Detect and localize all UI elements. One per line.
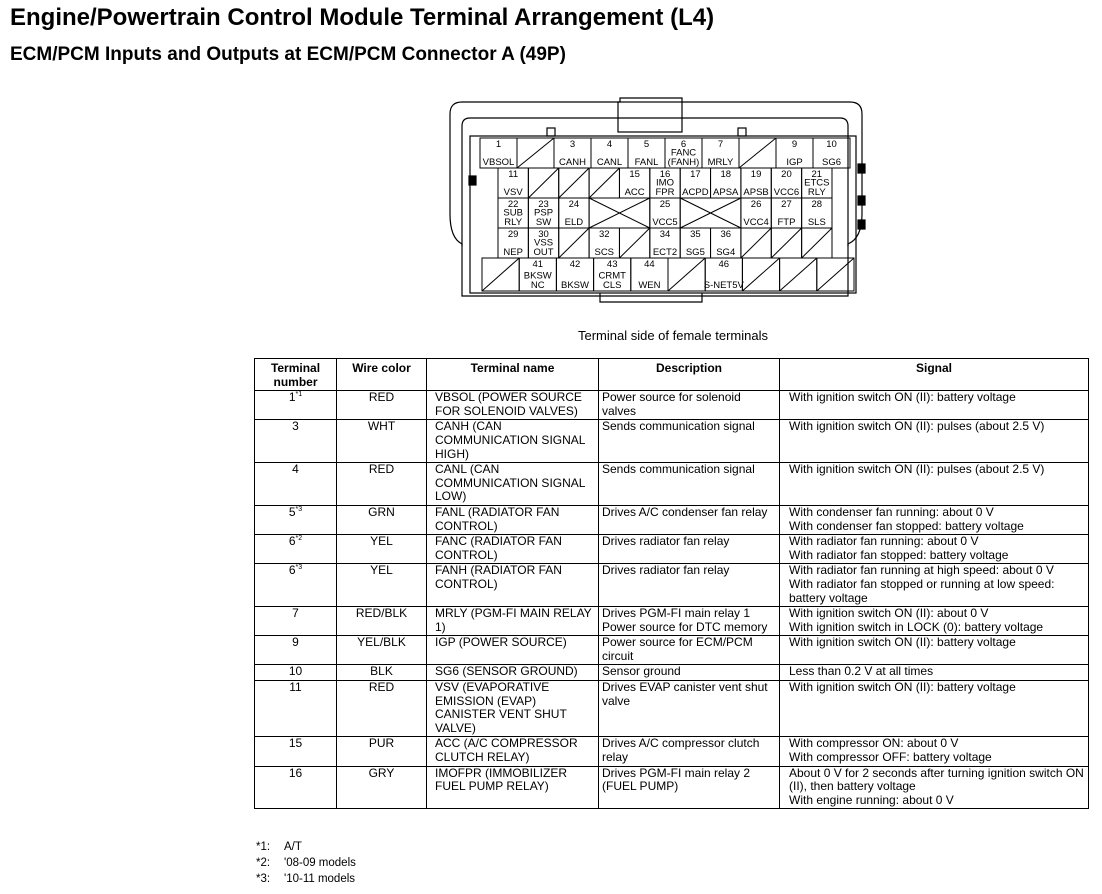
connector-cell [650, 168, 680, 198]
connector-cell [711, 168, 741, 198]
cell-terminal-number [255, 766, 337, 809]
terminal-pin-number: 43 [606, 259, 618, 270]
cell-wire-color: YEL/BLK [337, 636, 427, 665]
page-title: Engine/Powertrain Control Module Terminal Arrangement (L4) [10, 4, 715, 31]
connector-cavity [680, 198, 741, 228]
cell-terminal-number [255, 564, 337, 607]
connector-cell [591, 138, 628, 168]
terminal-pin-name: ECT2 [652, 247, 678, 258]
page-subtitle: ECM/PCM Inputs and Outputs at ECM/PCM Connector A (49P) [10, 44, 566, 65]
description-line: Drives PGM-FI main relay 1 [602, 606, 751, 621]
footnote-ref: *3 [295, 564, 303, 572]
table-row [255, 463, 1089, 506]
signal-line: With ignition switch ON (II): battery voltage [789, 680, 1016, 695]
blank-slash [741, 228, 771, 258]
blank-slash [668, 258, 705, 291]
cell-description [599, 607, 780, 636]
terminal-number: 15 [288, 736, 303, 751]
terminal-pin-name: BKSW [561, 280, 589, 291]
terminal-pin-name: FANC (FANH) [667, 147, 700, 168]
terminal-pin-number: 42 [569, 259, 581, 270]
signal-line: With ignition switch ON (II): battery voltage [789, 635, 1016, 650]
cell-terminal-name: CANH (CAN COMMUNICATION SIGNAL HIGH) [427, 420, 599, 463]
cell-wire-color: WHT [337, 420, 427, 463]
signal-line: With condenser fan stopped: battery voltage [789, 518, 1024, 533]
table-header-row [255, 359, 1089, 391]
cell-signal [780, 766, 1089, 809]
signal-line: With ignition switch ON (II): about 0 V [789, 606, 989, 621]
cell-description [599, 737, 780, 766]
cell-terminal-number [255, 665, 337, 681]
cell-wire-color: RED [337, 391, 427, 420]
terminal-pin-name: CRMT CLS [598, 270, 626, 291]
terminal-pin-name: CANH [559, 157, 586, 168]
footnote-key: *1: [256, 841, 271, 853]
terminal-pin-name: VSS OUT [533, 237, 554, 258]
terminal-pin-name: FANL [634, 157, 659, 168]
terminal-pin-number: 23 [538, 199, 549, 210]
cell-wire-color: YEL [337, 564, 427, 607]
connector-key-left [547, 128, 555, 136]
connector-cell [498, 198, 528, 228]
terminal-pin-number: 32 [598, 229, 610, 240]
connector-cell [711, 228, 741, 258]
signal-line: With condenser fan running: about 0 V [789, 504, 994, 519]
signal-line: With ignition switch in LOCK (0): battery voltage [789, 619, 1044, 634]
terminal-number: 4 [292, 462, 299, 477]
terminal-pin-number: 22 [507, 199, 519, 210]
terminal-number: 6 [288, 534, 296, 549]
cell-terminal-number [255, 463, 337, 506]
terminal-pin-name: BKSW NC [523, 270, 552, 291]
footnote [256, 871, 356, 887]
terminal-pin-name: VSV [503, 187, 523, 198]
description-line: Sensor ground [602, 664, 681, 679]
terminal-pin-name: VCC6 [773, 187, 800, 198]
connector-cell [741, 198, 771, 228]
blank-slash [589, 168, 619, 198]
connector-latch-left [469, 176, 476, 185]
connector-latch-right-3 [858, 220, 865, 229]
cell-signal [780, 391, 1089, 420]
terminal-pin-number: 34 [659, 229, 671, 240]
cell-description [599, 665, 780, 681]
cell-terminal-name: IGP (POWER SOURCE) [427, 636, 599, 665]
cell-signal [780, 420, 1089, 463]
connector-caption: Terminal side of female terminals [577, 328, 769, 343]
signal-line: With radiator fan stopped or running at low speed: battery voltage [789, 576, 1055, 605]
description-line: Power source for ECM/PCM circuit [602, 635, 753, 663]
cell-signal [780, 505, 1089, 534]
table-row [255, 420, 1089, 463]
terminal-pin-number: 46 [718, 259, 730, 270]
cell-wire-color: RED [337, 681, 427, 737]
header-terminal-name: Terminal name [427, 359, 599, 391]
connector-cell [594, 258, 631, 291]
signal-line: With engine running: about 0 V [789, 792, 954, 807]
connector-cell [802, 198, 832, 228]
terminal-pin-number: 28 [811, 199, 823, 210]
connector-cell-blank [559, 168, 589, 198]
description-line: Drives radiator fan relay [602, 534, 730, 549]
cell-wire-color: YEL [337, 535, 427, 564]
footnote [256, 855, 356, 871]
cell-wire-color: RED/BLK [337, 607, 427, 636]
terminal-pin-number: 10 [826, 139, 837, 150]
cell-signal [780, 564, 1089, 607]
terminal-pin-number: 11 [508, 169, 519, 180]
terminal-pin-number: 17 [690, 169, 701, 180]
signal-line: About 0 V for 2 seconds after turning ignition switch ON (II), then battery voltage [789, 765, 1084, 794]
cell-terminal-number [255, 391, 337, 420]
cell-description [599, 681, 780, 737]
terminal-table [254, 358, 1089, 809]
footnote-text: '08-09 models [284, 857, 356, 869]
signal-line: With compressor OFF: battery voltage [789, 750, 992, 765]
description-line: Drives A/C condenser fan relay [602, 504, 768, 519]
terminal-pin-number: 16 [659, 169, 671, 180]
cell-terminal-name: ACC (A/C COMPRESSOR CLUTCH RELAY) [427, 737, 599, 766]
terminal-pin-number: 1 [495, 139, 502, 150]
header-signal: Signal [780, 359, 1089, 391]
cell-signal [780, 681, 1089, 737]
connector-cell [813, 138, 850, 168]
connector-cell-blank [771, 228, 801, 258]
terminal-pin-name: IGP [786, 157, 803, 168]
cell-wire-color: PUR [337, 737, 427, 766]
footnote-ref: *1 [295, 391, 303, 399]
connector-cell-blank [780, 258, 817, 291]
terminal-pin-number: 36 [720, 229, 732, 240]
table-row [255, 766, 1089, 809]
blank-slash [802, 228, 832, 258]
description-line: Drives A/C compressor clutch relay [602, 736, 760, 765]
table-row [255, 391, 1089, 420]
description-line: Sends communication signal [602, 462, 755, 477]
connector-cell [802, 168, 832, 198]
connector-cell [741, 168, 771, 198]
cell-description [599, 420, 780, 463]
terminal-pin-number: 6 [680, 139, 687, 150]
connector-cell-blank [482, 258, 519, 291]
connector-cell-blank [517, 138, 554, 168]
terminal-number: 1 [288, 390, 296, 405]
connector-cell-blank [528, 168, 558, 198]
connector-cell [665, 138, 702, 168]
terminal-pin-number: 35 [690, 229, 701, 240]
table-row [255, 607, 1089, 636]
cell-description [599, 766, 780, 809]
connector-cell [650, 198, 680, 228]
terminal-pin-name: IMO FPR [655, 177, 675, 198]
cell-description [599, 636, 780, 665]
description-line: Power source for DTC memory [602, 619, 768, 634]
terminal-pin-number: 9 [791, 139, 798, 150]
connector-cell [628, 138, 665, 168]
terminal-pin-number: 20 [781, 169, 792, 180]
cell-description [599, 463, 780, 506]
cell-terminal-number [255, 420, 337, 463]
table-row [255, 505, 1089, 534]
footnotes [256, 839, 356, 887]
terminal-pin-name: APSB [743, 187, 769, 198]
terminal-pin-number: 3 [569, 139, 576, 150]
terminal-pin-name: PSP SW [534, 207, 554, 228]
footnote-text: '10-11 models [284, 873, 356, 885]
cell-signal [780, 737, 1089, 766]
cell-terminal-number [255, 681, 337, 737]
terminal-pin-name: ACC [624, 187, 645, 198]
terminal-pin-number: 15 [629, 169, 640, 180]
cell-terminal-number [255, 636, 337, 665]
footnote-key: *3: [256, 873, 271, 885]
connector-cavity [589, 198, 650, 228]
connector-cell [776, 138, 813, 168]
cell-signal [780, 463, 1089, 506]
description-line: Drives PGM-FI main relay 2 (FUEL PUMP) [602, 765, 751, 794]
terminal-number: 3 [292, 419, 299, 434]
connector-cell-blank [559, 228, 589, 258]
blank-slash [517, 138, 554, 168]
terminal-pin-name: APSA [713, 187, 739, 198]
cell-signal [780, 607, 1089, 636]
terminal-pin-number: 41 [532, 259, 544, 270]
connector-cell-blank [619, 228, 649, 258]
header-description: Description [599, 359, 780, 391]
terminal-pin-number: 21 [811, 169, 823, 180]
connector-cell [559, 198, 589, 228]
connector-cell [528, 228, 558, 258]
terminal-number: 7 [292, 606, 299, 621]
connector-cell [704, 258, 745, 291]
connector-cell [702, 138, 739, 168]
cell-terminal-name: FANC (RADIATOR FAN CONTROL) [427, 535, 599, 564]
connector-cell [480, 138, 517, 168]
cell-description [599, 564, 780, 607]
terminal-pin-name: SG5 [685, 247, 705, 258]
terminal-pin-name: ACPD [682, 187, 709, 198]
connector-cell [528, 198, 558, 228]
terminal-pin-name: NEP [503, 247, 523, 258]
description-line: Drives EVAP canister vent shut valve [602, 680, 768, 708]
cell-terminal-number [255, 535, 337, 564]
terminal-number: 6 [288, 563, 296, 578]
blank-slash [780, 258, 817, 291]
terminal-pin-number: 27 [781, 199, 792, 210]
connector-bottom-tab [600, 293, 702, 302]
terminal-pin-name: MRLY [707, 157, 734, 168]
table-row [255, 535, 1089, 564]
connector-cells [480, 138, 854, 291]
cell-terminal-number [255, 607, 337, 636]
footnote-ref: *2 [295, 535, 303, 543]
terminal-number: 10 [288, 664, 303, 679]
terminal-pin-number: 26 [750, 199, 762, 210]
cell-terminal-number [255, 505, 337, 534]
terminal-table-body [255, 391, 1089, 809]
connector-cell [554, 138, 591, 168]
connector-cell [589, 228, 619, 258]
signal-line: With ignition switch ON (II): pulses (about 2.5 V) [789, 419, 1045, 434]
blank-slash [559, 168, 589, 198]
connector-lock-tab [618, 102, 682, 132]
connector-latch-right-1 [858, 164, 865, 173]
table-row [255, 636, 1089, 665]
table-row [255, 681, 1089, 737]
terminal-pin-name: FTP [777, 217, 796, 228]
terminal-pin-name: ETCS RLY [804, 177, 830, 198]
connector-cell-blank [668, 258, 705, 291]
connector-diagram [440, 96, 880, 308]
terminal-pin-number: 18 [720, 169, 732, 180]
connector-cell [556, 258, 593, 291]
cell-signal [780, 665, 1089, 681]
description-line: Drives radiator fan relay [602, 563, 730, 578]
connector-cell-blank [802, 228, 832, 258]
terminal-pin-name: S-NET5V [703, 280, 744, 291]
blank-slash [482, 258, 519, 291]
cell-wire-color: GRN [337, 505, 427, 534]
blank-slash [742, 258, 779, 291]
terminal-pin-number: 24 [568, 199, 580, 210]
header-terminal-number: Terminal number [255, 359, 337, 391]
blank-slash [619, 228, 649, 258]
terminal-pin-name: SLS [807, 217, 826, 228]
terminal-pin-name: VCC4 [743, 217, 769, 228]
connector-key-right [738, 128, 746, 136]
connector-cell-blank [742, 258, 779, 291]
terminal-pin-name: SG6 [821, 157, 842, 168]
blank-slash [528, 168, 558, 198]
cell-terminal-name: IMOFPR (IMMOBILIZER FUEL PUMP RELAY) [427, 766, 599, 809]
terminal-number: 9 [292, 635, 299, 650]
terminal-pin-name: WEN [638, 280, 661, 291]
cell-description [599, 535, 780, 564]
cell-wire-color: GRY [337, 766, 427, 809]
cell-terminal-name: FANH (RADIATOR FAN CONTROL) [427, 564, 599, 607]
connector-cell [631, 258, 668, 291]
footnote-key: *2: [256, 857, 271, 869]
cell-terminal-number [255, 737, 337, 766]
connector-cell [650, 228, 680, 258]
terminal-pin-number: 19 [750, 169, 762, 180]
connector-cell [498, 228, 528, 258]
terminal-pin-number: 4 [606, 139, 613, 150]
description-line: Sends communication signal [602, 419, 755, 434]
header-wire-color: Wire color [337, 359, 427, 391]
cell-terminal-name: MRLY (PGM-FI MAIN RELAY 1) [427, 607, 599, 636]
table-row [255, 737, 1089, 766]
blank-slash [739, 138, 776, 168]
signal-line: Less than 0.2 V at all times [789, 664, 934, 679]
cell-signal [780, 535, 1089, 564]
signal-line: With compressor ON: about 0 V [789, 736, 959, 751]
connector-cell [519, 258, 556, 291]
table-row [255, 564, 1089, 607]
terminal-pin-number: 7 [717, 139, 724, 150]
footnote [256, 839, 356, 855]
connector-latch-right-2 [858, 196, 865, 205]
connector-cell [680, 168, 710, 198]
terminal-pin-name: SCS [594, 247, 615, 258]
terminal-pin-number: 30 [538, 229, 549, 240]
signal-line: With radiator fan running: about 0 V [789, 534, 979, 549]
cell-description [599, 391, 780, 420]
terminal-pin-name: SUB RLY [503, 207, 523, 228]
terminal-pin-number: 29 [507, 229, 519, 240]
connector-cell [498, 168, 528, 198]
cell-terminal-name: VSV (EVAPORATIVE EMISSION (EVAP) CANISTER VENT SHUT VALVE) [427, 681, 599, 737]
signal-line: With ignition switch ON (II): pulses (about 2.5 V) [789, 462, 1045, 477]
connector-cell-blank [589, 168, 619, 198]
connector-cell-blank [741, 228, 771, 258]
connector-cell [619, 168, 649, 198]
connector-cell [771, 168, 801, 198]
terminal-number: 16 [288, 765, 303, 780]
cell-signal [780, 636, 1089, 665]
terminal-pin-name: VBSOL [482, 157, 515, 168]
footnote-ref: *3 [295, 505, 303, 513]
cell-description [599, 505, 780, 534]
cell-terminal-name: SG6 (SENSOR GROUND) [427, 665, 599, 681]
terminal-pin-name: VCC5 [652, 217, 678, 228]
footnote-text: A/T [284, 841, 302, 853]
connector-cell [771, 198, 801, 228]
cell-wire-color: RED [337, 463, 427, 506]
table-row [255, 665, 1089, 681]
connector-cell-blank [739, 138, 776, 168]
description-line: Power source for solenoid valves [602, 390, 741, 418]
blank-slash [771, 228, 801, 258]
terminal-pin-name: CANL [596, 157, 623, 168]
terminal-number: 5 [288, 504, 296, 519]
terminal-pin-number: 25 [659, 199, 671, 210]
cell-terminal-name: CANL (CAN COMMUNICATION SIGNAL LOW) [427, 463, 599, 506]
terminal-pin-name: SG4 [716, 247, 736, 258]
terminal-pin-number: 44 [644, 259, 655, 270]
blank-slash [559, 228, 589, 258]
terminal-pin-number: 5 [643, 139, 650, 150]
terminal-pin-name: ELD [564, 217, 584, 228]
cell-terminal-name: VBSOL (POWER SOURCE FOR SOLENOID VALVES) [427, 391, 599, 420]
cell-terminal-name: FANL (RADIATOR FAN CONTROL) [427, 505, 599, 534]
signal-line: With radiator fan running at high speed: about 0 V [789, 563, 1054, 578]
signal-line: With radiator fan stopped: battery voltage [789, 547, 1009, 562]
terminal-number: 11 [289, 680, 302, 695]
signal-line: With ignition switch ON (II): battery voltage [789, 390, 1016, 405]
cell-wire-color: BLK [337, 665, 427, 681]
connector-cell [680, 228, 710, 258]
